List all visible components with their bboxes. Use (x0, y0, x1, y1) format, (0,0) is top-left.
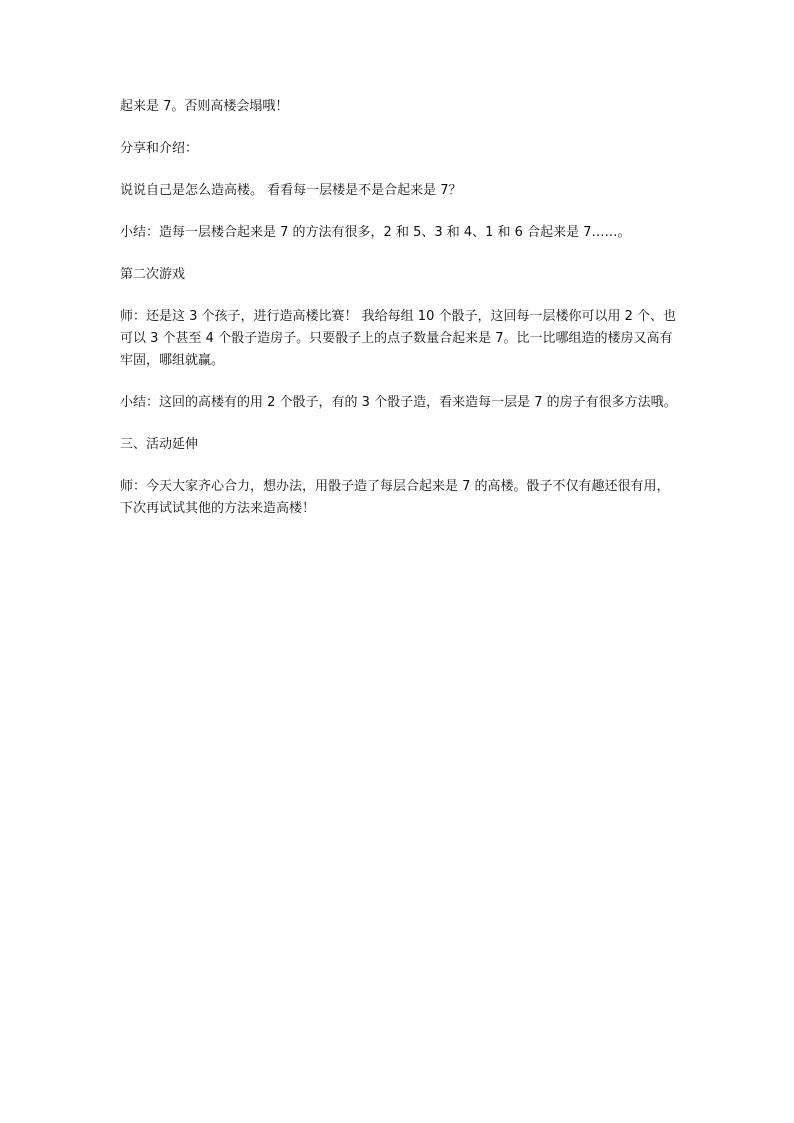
section-heading-extension: 三、活动延伸 (120, 437, 199, 452)
paragraph-continuation: 起来是 7。否则高楼会塌哦！ (120, 99, 289, 114)
paragraph-discussion-prompt: 说说自己是怎么造高楼。 看看每一层楼是不是合起来是 7？ (120, 183, 462, 198)
paragraph-summary-1: 小结：造每一层楼合起来是 7 的方法有很多，2 和 5、3 和 4、1 和 6 合起来是 7……。 (120, 225, 631, 240)
paragraph-teacher-closing: 师：今天大家齐心合力，想办法，用骰子造了每层合起来是 7 的高楼。骰子不仅有趣还很有用，下次再试试其他的方法来造高楼！ (120, 479, 670, 516)
section-heading-second-game: 第二次游戏 (120, 267, 186, 282)
paragraph-summary-2: 小结：这回的高楼有的用 2 个骰子，有的 3 个骰子造，看来造每一层是 7 的房子有很多方法哦。 (120, 395, 677, 410)
paragraph-teacher-instruction: 师：还是这 3 个孩子，进行造高楼比赛！ 我给每组 10 个骰子，这回每一层楼你可以用 2 个、也可以 3 个甚至 4 个骰子造房子。只要骰子上的点子数量合起来是 7。比一比哪组造的楼房又高有牢固，哪组就赢。 (120, 309, 677, 368)
paragraph-share-intro: 分享和介绍： (120, 141, 199, 156)
document-body (120, 96, 680, 520)
